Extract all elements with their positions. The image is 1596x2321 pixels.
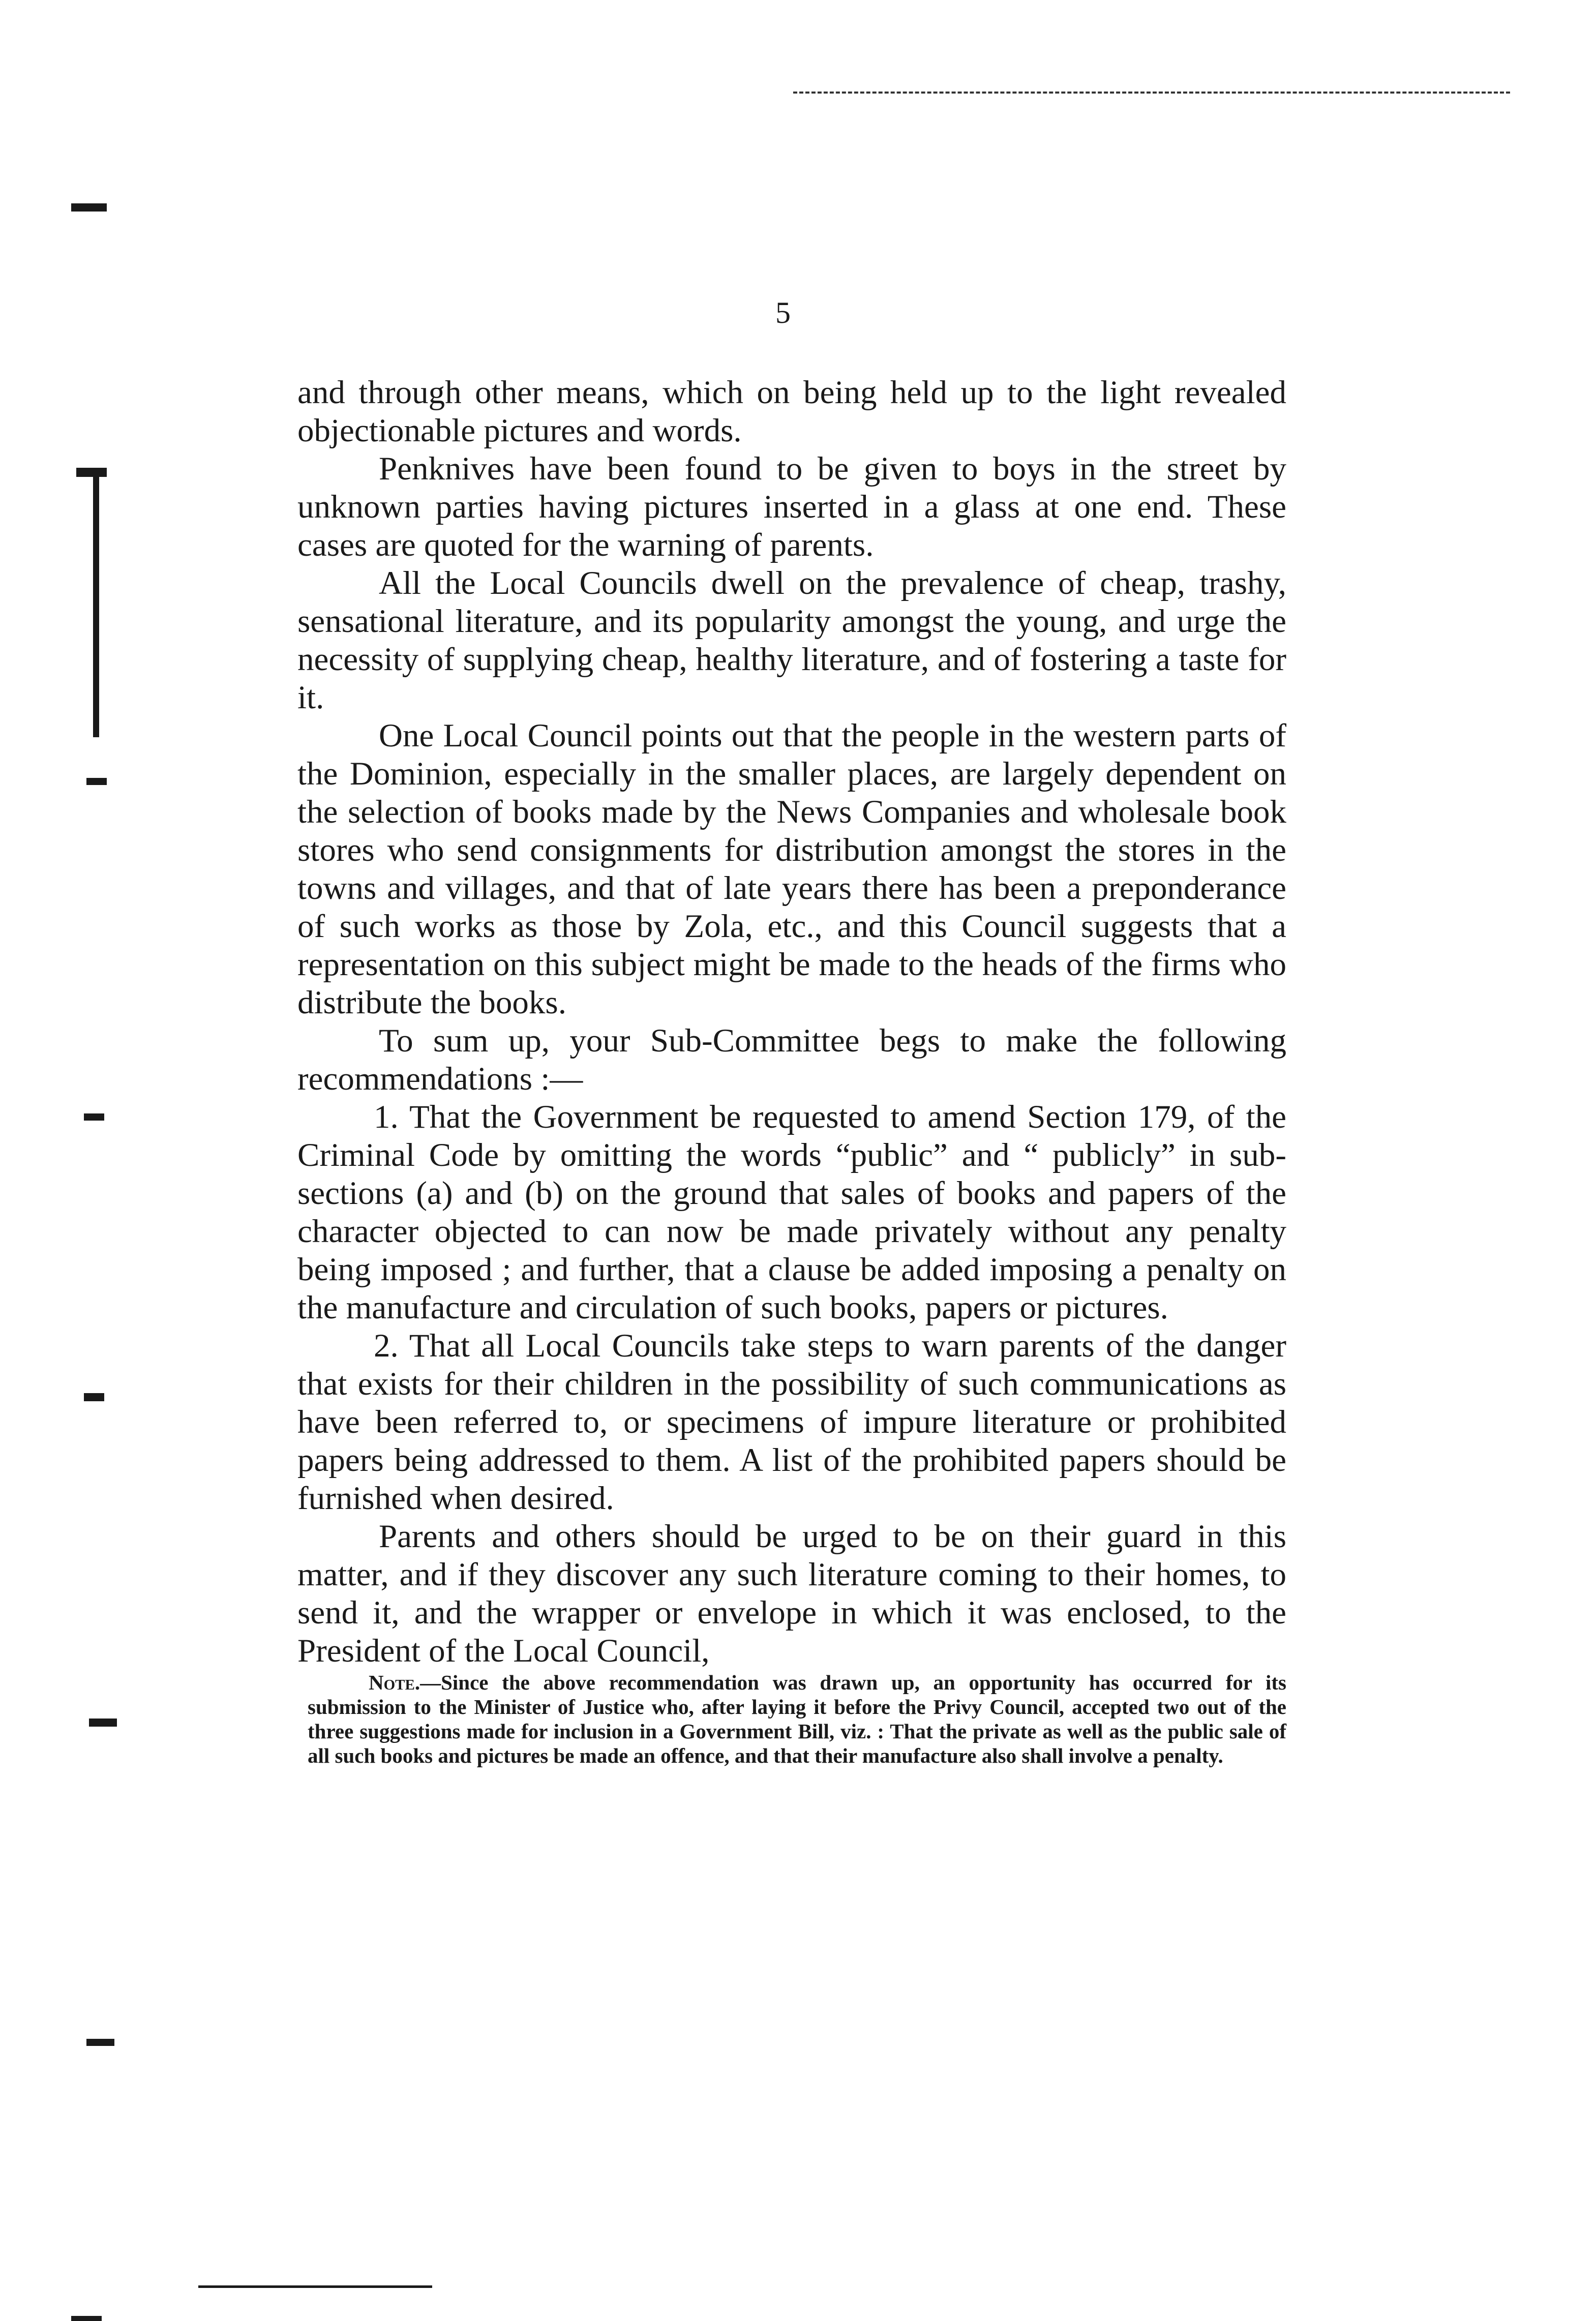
scan-rule-bottom — [198, 2285, 432, 2288]
scan-mark — [84, 1393, 104, 1401]
scan-mark — [71, 203, 107, 212]
paragraph-continuation: and through other means, which on being held up to the light revealed objectionable pictures and words. — [297, 374, 1286, 449]
paragraph-sum-up: To sum up, your Sub-Committee begs to make the following recommendations :— — [297, 1022, 1286, 1097]
body-text — [297, 374, 1286, 1670]
paragraph-penknives: Penknives have been found to be given to boys in the street by unknown parties having pictures inserted in a glass at one end. These cases are quoted for the warning of parents. — [297, 450, 1286, 563]
scan-mark — [71, 2316, 102, 2321]
recommendation-2: 2. That all Local Councils take steps to warn parents of the danger that exists for their children in the possibility of such communications as have been referred to, or specimens of impure literature or prohibited papers being addressed to them. A list of the prohibited papers should be furnished when desired. — [297, 1328, 1286, 1517]
paragraph-western-parts: One Local Council points out that the people in the western parts of the Dominion, especially in the smaller places, are largely dependent on the selection of books made by the News Companies and wholesale book stores who send consignments for distribution amongst the stores in the towns and villages, and that of late years there has been a preponderance of such works as those by Zola, etc., and this Council suggests that a representation on this subject might be made to the heads of the firms who distribute the books. — [297, 717, 1286, 1021]
scan-mark — [89, 1719, 117, 1727]
scan-mark — [86, 778, 107, 785]
note-text: —Since the above recommendation was drawn up, an opportunity has occurred for its submission to the Minister of Justice who, after laying it before the Privy Council, accepted two out of the three suggestions made for inclusion in a Government Bill, viz. : That the private as well as the public sale of all such books and pictures be made an offence, and that their manufacture also shall involve a penalty. — [308, 1671, 1286, 1767]
paragraph-local-councils: All the Local Councils dwell on the prevalence of cheap, trashy, sensational literature, and its popularity amongst the young, and urge the necessity of supplying cheap, healthy literature, and of fostering a taste for it. — [297, 565, 1286, 716]
footnote — [308, 1670, 1286, 1768]
scan-mark — [86, 2039, 114, 2046]
scan-dash-top — [793, 92, 1510, 94]
page-number: 5 — [775, 296, 791, 329]
paragraph-parents: Parents and others should be urged to be on their guard in this matter, and if they discover any such literature coming to their homes, to send it, and the wrapper or envelope in which it was enclosed, to the President of the Local Council, — [297, 1518, 1286, 1669]
scan-mark — [84, 1113, 104, 1121]
scan-mark — [76, 468, 107, 477]
scan-bar-left — [93, 473, 99, 737]
note-label: Note. — [369, 1671, 420, 1694]
recommendation-1: 1. That the Government be requested to amend Section 179, of the Criminal Code by omitting the words “public” and “ publicly” in sub-sections (a) and (b) on the ground that sales of books and papers of the character objected to can now be made privately without any penalty being imposed ; and further, that a clause be added imposing a penalty on the manufacture and circulation of such books, papers or pictures. — [297, 1099, 1286, 1326]
